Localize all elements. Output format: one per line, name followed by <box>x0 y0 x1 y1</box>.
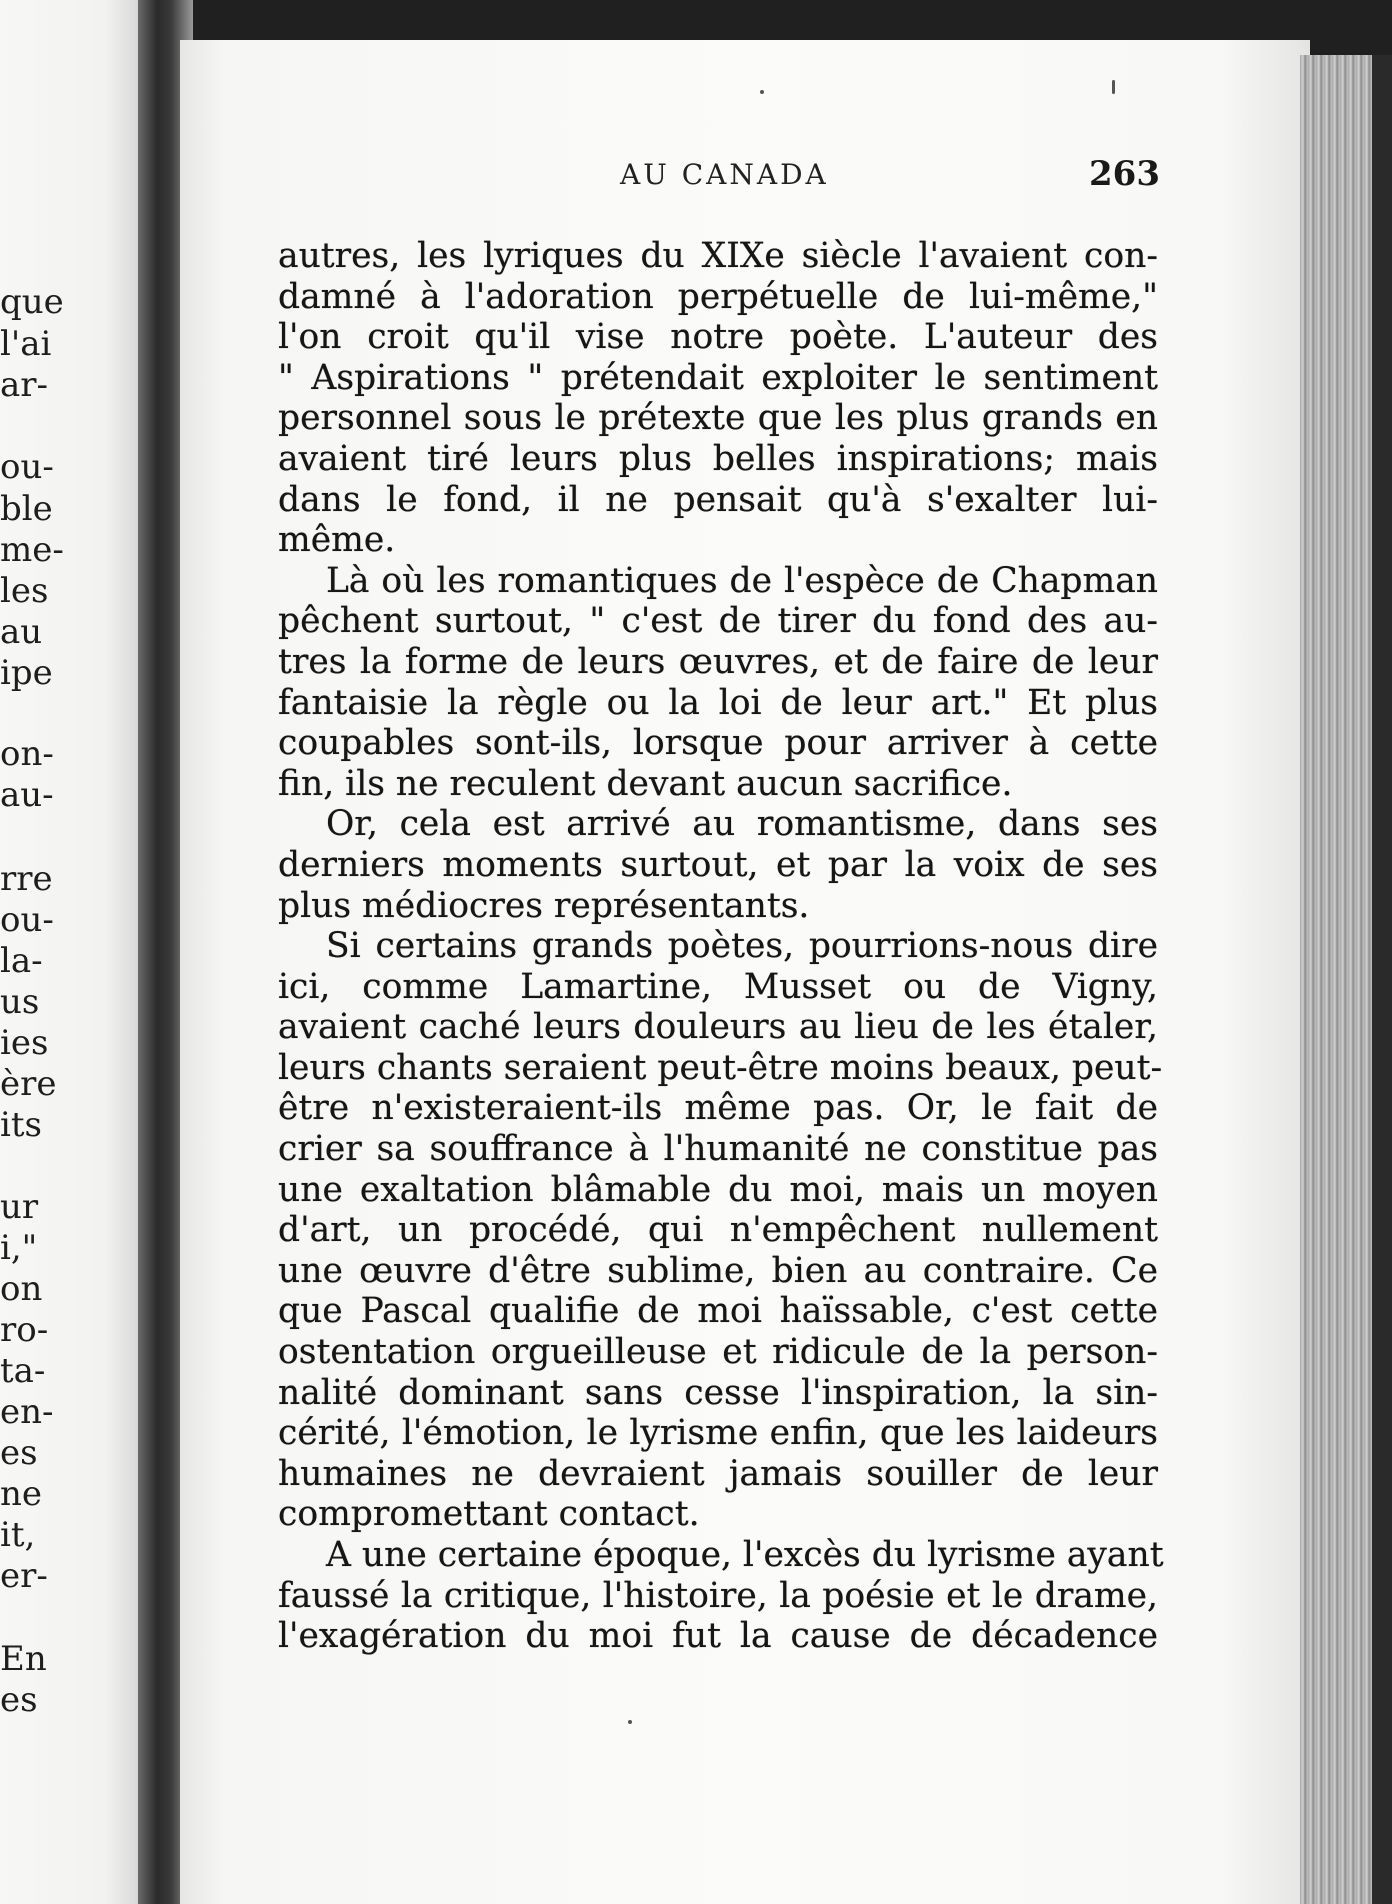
text-line: l'exagération du moi fut la cause de décadence <box>278 1616 1158 1657</box>
text-line: autres, les lyriques du XIXe siècle l'avaient con- <box>278 236 1158 276</box>
left-page-fragment: it, <box>0 1515 36 1555</box>
left-page-fragment: ipe <box>0 653 53 693</box>
text-line: fantaisie la règle ou la loi de leur art." Et plus <box>278 682 1158 723</box>
left-page-fragment: la- <box>0 941 43 981</box>
left-page-fragment: ro- <box>0 1310 49 1350</box>
text-line: même. <box>278 520 396 561</box>
text-line: être n'existeraient-ils même pas. Or, le fait de <box>278 1088 1158 1129</box>
text-line: Si certains grands poètes, pourrions-nous dire <box>326 926 1158 967</box>
left-page-fragment: ère <box>0 1064 57 1104</box>
left-page-fragment: us <box>0 982 40 1022</box>
left-page-fragment: au <box>0 612 43 652</box>
left-page-fragment: me- <box>0 530 64 570</box>
left-page-fragment: its <box>0 1105 42 1145</box>
text-line: " Aspirations " prétendait exploiter le sentiment <box>278 357 1158 398</box>
left-page-fragment: ou- <box>0 900 54 940</box>
text-line: cérité, l'émotion, le lyrisme enfin, que les laideurs <box>278 1413 1158 1454</box>
text-line: dans le fond, il ne pensait qu'à s'exalter lui- <box>278 479 1158 520</box>
left-page-fragment: ble <box>0 489 53 529</box>
text-line: une œuvre d'être sublime, bien au contraire. Ce <box>278 1250 1158 1291</box>
text-line: Or, cela est arrivé au romantisme, dans ses <box>326 804 1158 845</box>
speck <box>760 90 764 94</box>
page-edges-shadow <box>1372 55 1392 1904</box>
left-page-fragment: ou- <box>0 447 54 487</box>
left-page-fragment: l'ai <box>0 324 52 364</box>
left-page-fragment: que <box>0 282 64 322</box>
page-number: 263 <box>1089 154 1160 194</box>
left-page-fragment: rre <box>0 859 53 899</box>
page-header <box>290 154 1160 198</box>
text-line: que Pascal qualifie de moi haïssable, c'est cette <box>278 1291 1158 1332</box>
text-line: une exaltation blâmable du moi, mais un moyen <box>278 1169 1158 1210</box>
text-line: damné à l'adoration perpétuelle de lui-même," <box>278 276 1158 317</box>
left-page-fragment: les <box>0 571 49 611</box>
text-line: plus médiocres représentants. <box>278 885 810 926</box>
text-line: d'art, un procédé, qui n'empêchent nullement <box>278 1210 1158 1251</box>
left-page-fragment: en- <box>0 1392 54 1432</box>
text-line: nalité dominant sans cesse l'inspiration, la sin- <box>278 1372 1158 1413</box>
text-line: A une certaine époque, l'excès du lyrisme ayant <box>326 1535 1164 1575</box>
text-line: avaient tiré leurs plus belles inspirations; mais <box>278 438 1158 479</box>
left-facing-page <box>0 0 150 1904</box>
left-page-fragment: es <box>0 1680 38 1720</box>
running-head: AU CANADA <box>620 158 829 191</box>
left-page-fragment: ar- <box>0 365 49 405</box>
left-page-fragment: es <box>0 1433 38 1473</box>
left-page-fragment: au- <box>0 775 54 815</box>
text-line: ici, comme Lamartine, Musset ou de Vigny, <box>278 966 1158 1007</box>
left-page-fragment: on- <box>0 734 54 774</box>
left-page-fragment: ne <box>0 1474 43 1514</box>
text-line: avaient caché leurs douleurs au lieu de les étaler, <box>278 1007 1158 1048</box>
text-line: humaines ne devraient jamais souiller de leur <box>278 1453 1158 1494</box>
body-text <box>278 236 1164 1657</box>
left-page-fragment: ta- <box>0 1351 46 1391</box>
left-page-fragment: ur <box>0 1187 39 1227</box>
text-line: faussé la critique, l'histoire, la poésie et le drame, <box>278 1575 1158 1616</box>
text-line: coupables sont-ils, lorsque pour arriver à cette <box>278 723 1158 764</box>
text-line: Là où les romantiques de l'espèce de Chapman <box>326 560 1158 601</box>
text-line: pêchent surtout, " c'est de tirer du fond des au- <box>278 601 1158 642</box>
text-line: personnel sous le prétexte que les plus grands en <box>278 398 1158 439</box>
left-page-fragment: on <box>0 1269 43 1309</box>
left-page-fragment: er- <box>0 1556 48 1596</box>
text-line: derniers moments surtout, et par la voix de ses <box>278 844 1158 885</box>
text-line: crier sa souffrance à l'humanité ne constitue pas <box>278 1129 1158 1170</box>
text-line: compromettant contact. <box>278 1494 700 1535</box>
text-line: ostentation orgueilleuse et ridicule de la person- <box>278 1332 1158 1373</box>
left-page-fragment: En <box>0 1639 47 1679</box>
text-line: tres la forme de leurs œuvres, et de faire de leur <box>278 641 1158 682</box>
speck <box>628 1720 632 1724</box>
left-page-fragment: ies <box>0 1023 49 1063</box>
speck <box>1112 80 1115 94</box>
text-line: fin, ils ne reculent devant aucun sacrifice. <box>278 763 1013 804</box>
text-line: l'on croit qu'il vise notre poète. L'auteur des <box>278 317 1158 358</box>
left-page-fragment: i," <box>0 1228 38 1268</box>
text-line: leurs chants seraient peut-être moins beaux, peut- <box>278 1047 1163 1088</box>
